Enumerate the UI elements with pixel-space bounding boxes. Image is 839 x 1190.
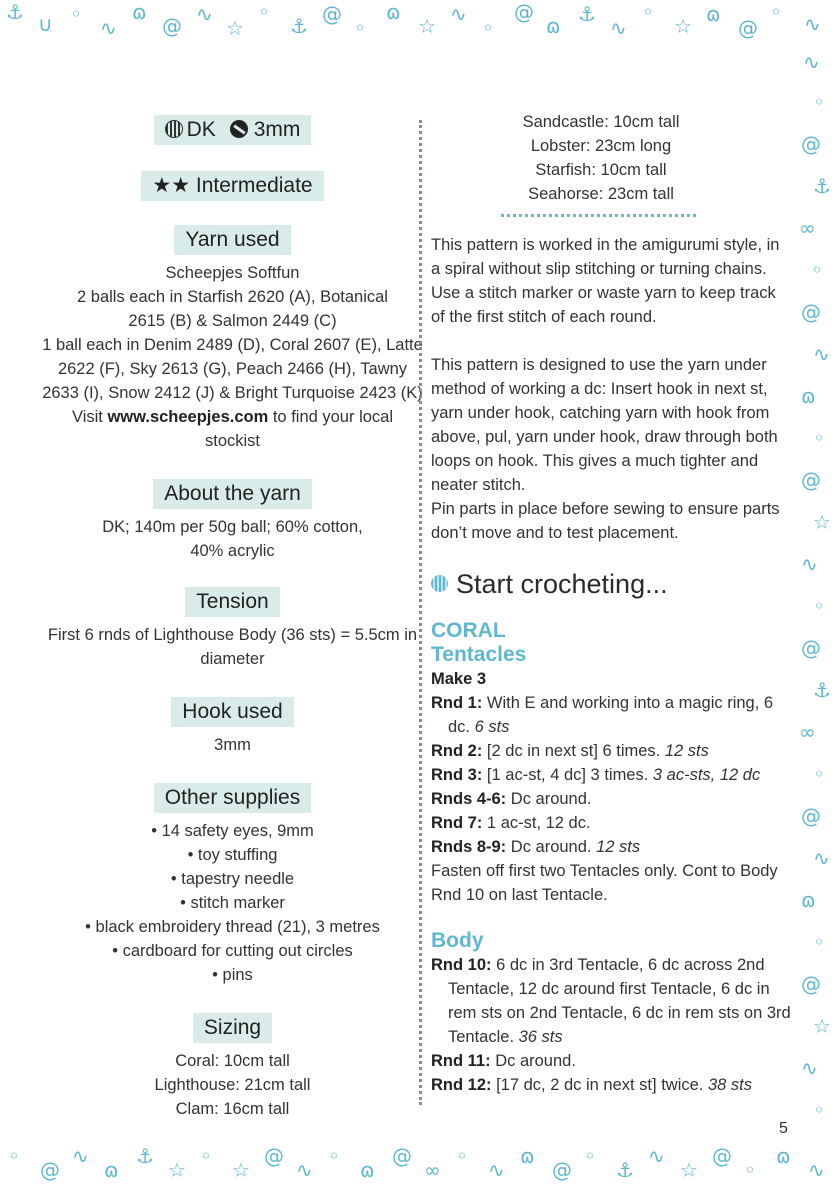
drop-doodle-icon: ◦ — [70, 2, 82, 26]
starfish-doodle-icon: ☆ — [813, 1014, 831, 1038]
swirl-doodle-icon: @ — [801, 972, 821, 996]
shell-doodle-icon: ɷ — [386, 0, 401, 24]
shell-doodle-icon: ∪ — [38, 12, 53, 36]
pattern-round: Rnds 4-6: Dc around. — [431, 790, 592, 808]
intro-paragraph-yarn-under: This pattern is designed to use the yarn under method of working a dc: Insert hook in next st, yarn under hook, catching yarn with hook from above, pul, yarn under hook, draw through both loops on hook. This gives a much tighter and neater stitch. — [431, 356, 778, 494]
right-column — [431, 110, 791, 1097]
list-item: Seahorse: 23cm tall — [528, 185, 674, 203]
drop-doodle-icon: ◦ — [328, 1144, 340, 1168]
pattern-round: Rnd 2: [2 dc in next st] 6 times. 12 sts — [431, 742, 709, 760]
list-item: Lighthouse: 21cm tall — [154, 1076, 311, 1094]
wave-doodle-icon: ∿ — [813, 846, 830, 870]
wave-doodle-icon: ∿ — [648, 1144, 665, 1168]
pattern-round: Rnd 12: [17 dc, 2 dc in next st] twice. 38 sts — [431, 1076, 752, 1094]
swirl-doodle-icon: @ — [514, 0, 534, 24]
yarn-used-heading: Yarn used — [174, 225, 290, 255]
difficulty-stars: ★★ — [152, 174, 191, 197]
drop-doodle-icon: ◦ — [813, 594, 825, 618]
drop-doodle-icon: ◦ — [813, 90, 825, 114]
swirl-doodle-icon: @ — [552, 1158, 572, 1182]
wave-doodle-icon: ∿ — [296, 1158, 313, 1182]
anchor-doodle-icon: ⚓ — [136, 1144, 154, 1168]
yarn-contrast-colours: 1 ball each in Denim 2489 (D), Coral 2607 (E), Latte 2622 (F), Sky 2613 (G), Peach 2466 (H), Tawny 2633 (I), Snow 2412 (J) & Bright Turquoise 2423 (K) — [42, 336, 423, 402]
wave-doodle-icon: ∿ — [450, 2, 467, 26]
start-crocheting-heading: Start crocheting... — [431, 569, 791, 599]
list-item: Sandcastle: 10cm tall — [522, 113, 680, 131]
hook-size: 3mm — [253, 118, 301, 141]
anchor-doodle-icon: ⚓ — [290, 14, 308, 38]
swirl-doodle-icon: @ — [801, 804, 821, 828]
swirl-doodle-icon: @ — [392, 1144, 412, 1168]
yarn-main-colours: 2 balls each in Starfish 2620 (A), Botanical 2615 (B) & Salmon 2449 (C) — [77, 288, 388, 330]
wave-doodle-icon: ∿ — [196, 2, 213, 26]
crochet-hook-icon — [230, 120, 248, 138]
pattern-round: Rnd 11: Dc around. — [431, 1052, 576, 1070]
swirl-doodle-icon: @ — [162, 14, 182, 38]
anchor-doodle-icon: ⚓ — [813, 174, 831, 198]
yarn-brand: Scheepjes Softfun — [165, 264, 300, 282]
anchor-doodle-icon: ⚓ — [616, 1158, 634, 1182]
starfish-doodle-icon: ☆ — [674, 14, 692, 38]
left-column — [40, 115, 425, 1121]
difficulty-tag-row — [40, 171, 425, 201]
fish-doodle-icon: ∞ — [424, 1158, 441, 1182]
about-yarn-heading: About the yarn — [153, 479, 312, 509]
body-title: Body — [431, 929, 484, 952]
drop-doodle-icon: ◦ — [813, 930, 825, 954]
pattern-round: Rnd 7: 1 ac-st, 12 dc. — [431, 814, 591, 832]
drop-doodle-icon: ◦ — [811, 258, 823, 282]
tentacles-note: Fasten off first two Tentacles only. Cont to Body Rnd 10 on last Tentacle. — [431, 862, 778, 904]
swirl-doodle-icon: @ — [801, 300, 821, 324]
yarn-used-heading-row — [40, 225, 425, 255]
list-item: • tapestry needle — [170, 870, 295, 888]
other-supplies-list — [40, 819, 425, 987]
list-item: • stitch marker — [180, 894, 285, 912]
difficulty-tag — [141, 171, 323, 201]
drop-doodle-icon: ◦ — [258, 0, 270, 24]
other-supplies-heading-row — [40, 783, 425, 813]
make-count: Make 3 — [431, 670, 487, 688]
yarn-used-section — [40, 261, 425, 453]
wave-doodle-icon: ∿ — [801, 1056, 818, 1080]
wave-doodle-icon: ∿ — [610, 16, 627, 40]
pattern-round: Rnd 3: [1 ac-st, 4 dc] 3 times. 3 ac-sts, 12 dc — [431, 766, 761, 784]
swirl-doodle-icon: @ — [40, 1158, 60, 1182]
swirl-doodle-icon: @ — [801, 468, 821, 492]
list-item: Coral: 10cm tall — [175, 1052, 290, 1070]
intro-paragraph-amigurumi: This pattern is worked in the amigurumi style, in a spiral without slip stitching or turning chains. Use a stitch marker or waste yarn to keep track of the first stitch of each round. — [431, 236, 780, 326]
drop-doodle-icon: ◦ — [813, 1098, 825, 1122]
wave-doodle-icon: ∿ — [488, 1158, 505, 1182]
starfish-doodle-icon: ☆ — [680, 1158, 698, 1182]
drop-doodle-icon: ◦ — [813, 426, 825, 450]
swirl-doodle-icon: @ — [322, 2, 342, 26]
drop-doodle-icon: ◦ — [642, 0, 654, 24]
stockist-note: Visit www.scheepjes.com to find your local stockist — [72, 408, 393, 450]
sizing-heading: Sizing — [193, 1013, 272, 1043]
shell-doodle-icon: ɷ — [776, 1144, 791, 1168]
starfish-doodle-icon: ☆ — [232, 1158, 250, 1182]
tentacles-title: Tentacles — [431, 643, 527, 666]
about-yarn-text: DK; 140m per 50g ball; 60% cotton, 40% acrylic — [102, 518, 363, 560]
wave-doodle-icon: ∿ — [804, 12, 821, 36]
wave-doodle-icon: ∿ — [808, 1158, 825, 1182]
list-item: Clam: 16cm tall — [175, 1100, 290, 1118]
shell-doodle-icon: ɷ — [104, 1158, 119, 1182]
yarn-ball-icon — [165, 120, 183, 138]
wave-doodle-icon: ∿ — [100, 16, 117, 40]
list-item: • 14 safety eyes, 9mm — [151, 822, 314, 840]
drop-doodle-icon: ◦ — [482, 16, 494, 40]
sizing-heading-row — [40, 1013, 425, 1043]
drop-doodle-icon: ◦ — [354, 16, 366, 40]
drop-doodle-icon: ◦ — [770, 0, 782, 24]
list-item: • pins — [212, 966, 253, 984]
yarn-weight: DK — [186, 118, 216, 141]
list-item: • black embroidery thread (21), 3 metres — [85, 918, 380, 936]
yarn-ball-icon — [431, 575, 448, 592]
decorative-border-right — [795, 42, 839, 1140]
tension-heading: Tension — [185, 587, 279, 617]
hook-used-text: 3mm — [214, 736, 251, 754]
tension-heading-row — [40, 587, 425, 617]
hook-used-heading-row — [40, 697, 425, 727]
sizing-list-continued — [431, 110, 791, 206]
drop-doodle-icon: ◦ — [584, 1144, 596, 1168]
swirl-doodle-icon: @ — [801, 636, 821, 660]
wave-doodle-icon: ∿ — [801, 552, 818, 576]
shell-doodle-icon: ɷ — [360, 1158, 375, 1182]
shell-doodle-icon: ɷ — [520, 1144, 535, 1168]
list-item: • cardboard for cutting out circles — [112, 942, 353, 960]
list-item: Starfish: 10cm tall — [535, 161, 667, 179]
swirl-doodle-icon: @ — [801, 132, 821, 156]
yarn-weight-hook-tag — [154, 115, 312, 145]
website-link[interactable]: www.scheepjes.com — [107, 408, 269, 426]
other-supplies-heading: Other supplies — [154, 783, 311, 813]
decorative-border-bottom — [0, 1140, 839, 1190]
hook-used-heading: Hook used — [171, 697, 293, 727]
pattern-round: Rnd 10: 6 dc in 3rd Tentacle, 6 dc across 2nd Tentacle, 12 dc around first Tentacle, 6 dc in rem sts on 2nd Tentacle, 6 dc in rem sts on 3rd Tentacle. 36 sts — [431, 956, 791, 1046]
dotted-separator — [501, 214, 696, 217]
pattern-round: Rnds 8-9: Dc around. 12 sts — [431, 838, 641, 856]
starfish-doodle-icon: ☆ — [226, 16, 244, 40]
wave-doodle-icon: ∿ — [803, 50, 820, 74]
drop-doodle-icon: ◦ — [813, 762, 825, 786]
shell-doodle-icon: ɷ — [706, 2, 721, 26]
drop-doodle-icon: ◦ — [456, 1144, 468, 1168]
about-yarn-heading-row — [40, 479, 425, 509]
swirl-doodle-icon: @ — [738, 16, 758, 40]
tension-text: First 6 rnds of Lighthouse Body (36 sts) = 5.5cm in diameter — [47, 626, 418, 668]
fish-doodle-icon: ∞ — [799, 216, 816, 240]
anchor-doodle-icon: ⚓ — [6, 0, 24, 24]
list-item: • toy stuffing — [187, 846, 278, 864]
shell-doodle-icon: ɷ — [546, 14, 561, 38]
drop-doodle-icon: ◦ — [8, 1144, 20, 1168]
intro-paragraph-pin-parts: Pin parts in place before sewing to ensure parts don’t move and to test placement. — [431, 500, 780, 542]
shell-doodle-icon: ɷ — [132, 0, 147, 24]
drop-doodle-icon: ◦ — [744, 1158, 756, 1182]
starfish-doodle-icon: ☆ — [418, 14, 436, 38]
anchor-doodle-icon: ⚓ — [813, 678, 831, 702]
starfish-doodle-icon: ☆ — [168, 1158, 186, 1182]
wave-doodle-icon: ∿ — [813, 342, 830, 366]
shell-doodle-icon: ɷ — [801, 888, 816, 912]
decorative-border-top — [0, 0, 839, 42]
list-item: Lobster: 23cm long — [530, 137, 672, 155]
wave-doodle-icon: ∿ — [72, 1144, 89, 1168]
fish-doodle-icon: ∞ — [799, 720, 816, 744]
shell-doodle-icon: ɷ — [801, 384, 816, 408]
swirl-doodle-icon: @ — [264, 1144, 284, 1168]
column-divider — [419, 120, 422, 1105]
sizing-list — [40, 1049, 425, 1121]
pattern-round: Rnd 1: With E and working into a magic ring, 6 dc. 6 sts — [431, 694, 774, 736]
yarn-weight-hook-tag-row — [40, 115, 425, 145]
difficulty-level: Intermediate — [195, 174, 313, 197]
anchor-doodle-icon: ⚓ — [578, 2, 596, 26]
page-number: 5 — [779, 1120, 788, 1137]
coral-title: CORAL — [431, 619, 506, 642]
swirl-doodle-icon: @ — [712, 1144, 732, 1168]
starfish-doodle-icon: ☆ — [813, 510, 831, 534]
drop-doodle-icon: ◦ — [200, 1144, 212, 1168]
